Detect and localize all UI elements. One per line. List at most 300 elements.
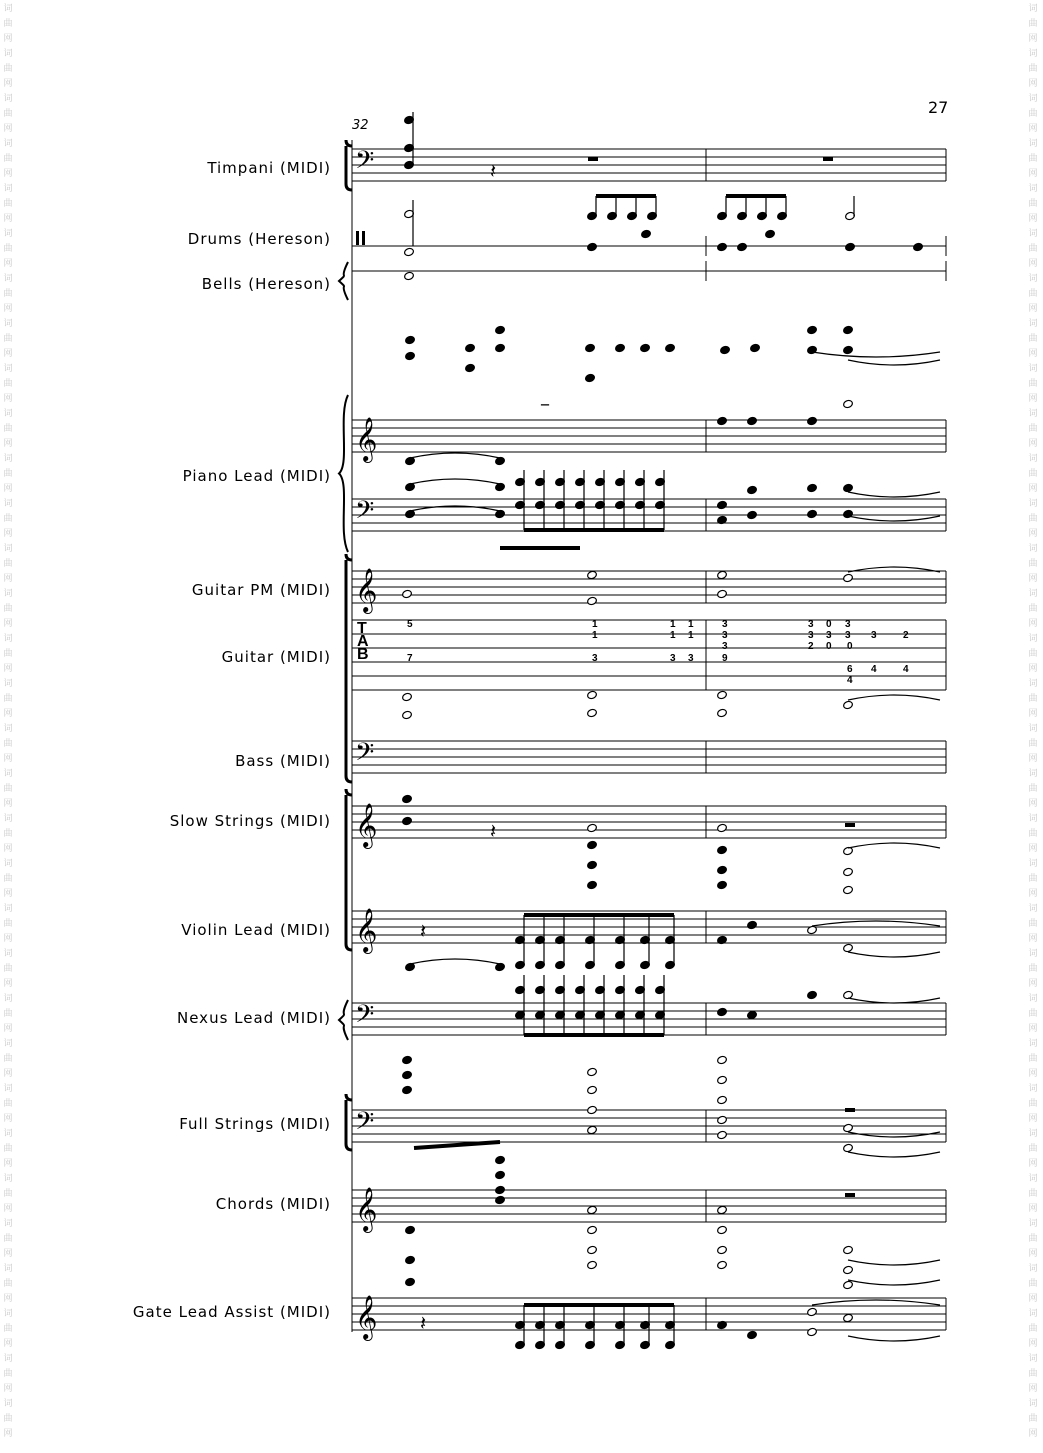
notehead [717, 589, 728, 598]
watermark-glyph: 网 [1028, 1339, 1038, 1349]
treble-clef-icon: 𝄞 [355, 568, 378, 612]
watermark-glyph: 词 [1028, 769, 1038, 779]
watermark-glyph: 网 [3, 529, 13, 539]
watermark-glyph: 网 [1028, 169, 1038, 179]
watermark-glyph: 词 [1028, 274, 1038, 284]
watermark-glyph: 网 [3, 214, 13, 224]
watermark-glyph: 曲 [1028, 289, 1038, 299]
notehead [843, 345, 854, 354]
watermark-glyph: 曲 [1028, 244, 1038, 254]
fret-number: 4 [903, 664, 909, 675]
percussion-clef-icon [356, 231, 359, 245]
piano-brace [339, 395, 348, 552]
fret-number: 1 [688, 619, 694, 630]
notehead [737, 242, 748, 251]
timpani-bracket [346, 140, 352, 190]
bass-clef-icon: 𝄢 [355, 496, 375, 531]
notehead [843, 943, 854, 952]
notehead [717, 690, 728, 699]
watermark-glyph: 词 [3, 724, 13, 734]
watermark-glyph: 词 [1028, 544, 1038, 554]
watermark-glyph: 词 [1028, 319, 1038, 329]
watermark-glyph: 网 [1028, 979, 1038, 989]
watermark-glyph: 网 [1028, 619, 1038, 629]
watermark-glyph: 词 [3, 814, 13, 824]
fret-number: 4 [871, 664, 877, 675]
staff [352, 806, 946, 838]
watermark-glyph: 曲 [1028, 694, 1038, 704]
watermark-glyph: 曲 [3, 1009, 13, 1019]
notehead [641, 229, 652, 238]
watermark-glyph: 词 [3, 1399, 13, 1409]
watermark-glyph: 曲 [1028, 1369, 1038, 1379]
watermark-glyph: 词 [3, 949, 13, 959]
watermark-glyph: 曲 [3, 874, 13, 884]
label-full-strings: Full Strings (MIDI) [179, 1115, 331, 1133]
fret-number: 1 [670, 630, 676, 641]
tie [848, 998, 940, 1003]
fret-number: 0 [847, 641, 853, 652]
watermark-glyph: 网 [3, 799, 13, 809]
staff [352, 1190, 946, 1222]
notehead [495, 1170, 506, 1179]
watermark-glyph: 网 [3, 1384, 13, 1394]
watermark-glyph: 曲 [1028, 469, 1038, 479]
notehead [495, 1195, 506, 1204]
watermark-glyph: 词 [3, 1354, 13, 1364]
watermark-glyph: 网 [1028, 574, 1038, 584]
watermark-glyph: 曲 [3, 694, 13, 704]
notehead [402, 692, 413, 701]
watermark-glyph: 曲 [3, 559, 13, 569]
watermark-glyph: 曲 [3, 1189, 13, 1199]
notehead [587, 860, 598, 869]
watermark-glyph: 网 [3, 979, 13, 989]
watermark-glyph: 曲 [3, 1144, 13, 1154]
watermark-glyph: 曲 [3, 604, 13, 614]
watermark-glyph: 曲 [1028, 1189, 1038, 1199]
watermark-glyph: 词 [1028, 724, 1038, 734]
rest-icon: – [540, 391, 550, 415]
staff [352, 571, 946, 603]
watermark-glyph: 网 [1028, 1384, 1038, 1394]
measure-number: 32 [352, 118, 369, 133]
watermark-glyph: 网 [1028, 844, 1038, 854]
watermark-glyph: 网 [3, 1114, 13, 1124]
bass-clef-icon: 𝄢 [355, 738, 375, 773]
tie [848, 1280, 940, 1285]
fret-number: 3 [808, 619, 814, 630]
treble-clef-icon: 𝄞 [355, 1187, 378, 1231]
watermark-glyph: 曲 [3, 469, 13, 479]
watermark-glyph: 词 [1028, 49, 1038, 59]
staff [352, 1110, 946, 1142]
watermark-glyph: 曲 [1028, 514, 1038, 524]
watermark-glyph: 网 [3, 1339, 13, 1349]
notehead [495, 1185, 506, 1194]
bass-clef-icon: 𝄢 [355, 146, 375, 181]
notehead [845, 242, 856, 251]
watermark-glyph: 词 [1028, 949, 1038, 959]
notehead [843, 1280, 854, 1289]
fret-number: 3 [722, 619, 728, 630]
watermark-glyph: 网 [1028, 1249, 1038, 1259]
notehead [405, 335, 416, 344]
watermark-glyph: 词 [3, 544, 13, 554]
watermark-glyph: 网 [3, 1069, 13, 1079]
watermark-glyph: 词 [3, 769, 13, 779]
watermark-glyph: 词 [3, 454, 13, 464]
fret-number: 5 [407, 619, 413, 630]
watermark-glyph: 网 [1028, 889, 1038, 899]
watermark-glyph: 词 [3, 904, 13, 914]
watermark-glyph: 网 [3, 439, 13, 449]
notehead [640, 343, 651, 352]
notehead [587, 823, 598, 832]
watermark-glyph: 网 [1028, 394, 1038, 404]
treble-clef-icon: 𝄞 [355, 803, 378, 847]
label-violin-lead: Violin Lead (MIDI) [181, 921, 331, 939]
notehead [747, 416, 758, 425]
notehead [807, 483, 818, 492]
tab-clef-letter: T [357, 620, 367, 637]
watermark-glyph: 网 [1028, 304, 1038, 314]
watermark-glyph: 网 [3, 79, 13, 89]
tie [848, 1260, 940, 1265]
whole-rest-icon [588, 157, 598, 161]
fret-number: 1 [670, 619, 676, 630]
notehead [402, 589, 413, 598]
bells-brace [339, 262, 348, 300]
notehead [465, 343, 476, 352]
watermark-glyph: 曲 [1028, 829, 1038, 839]
watermark-glyph: 词 [3, 139, 13, 149]
watermark-glyph: 网 [1028, 1024, 1038, 1034]
tie [848, 1336, 940, 1341]
rest-icon: 𝄽 [420, 919, 427, 943]
watermark-glyph: 词 [1028, 1039, 1038, 1049]
watermark-glyph: 词 [1028, 499, 1038, 509]
notehead [717, 1055, 728, 1064]
watermark-glyph: 网 [1028, 259, 1038, 269]
watermark-glyph: 词 [3, 184, 13, 194]
watermark-glyph: 词 [1028, 589, 1038, 599]
watermark-glyph: 网 [3, 304, 13, 314]
fret-number: 3 [845, 619, 851, 630]
watermark-glyph: 曲 [1028, 334, 1038, 344]
notehead [843, 325, 854, 334]
watermark-glyph: 词 [3, 1084, 13, 1094]
watermark-glyph: 曲 [3, 964, 13, 974]
watermark-glyph: 网 [1028, 1204, 1038, 1214]
watermark-glyph: 词 [3, 319, 13, 329]
watermark-glyph: 网 [3, 574, 13, 584]
notehead [587, 708, 598, 717]
notehead [587, 1067, 598, 1076]
label-slow-strings: Slow Strings (MIDI) [169, 812, 331, 830]
watermark-glyph: 词 [1028, 229, 1038, 239]
notehead [587, 570, 598, 579]
watermark-glyph: 词 [1028, 364, 1038, 374]
label-drums: Drums (Hereson) [187, 230, 331, 248]
watermark-glyph: 曲 [1028, 874, 1038, 884]
watermark-glyph: 网 [1028, 349, 1038, 359]
rest-icon: 𝄽 [490, 159, 497, 183]
watermark-glyph: 词 [3, 679, 13, 689]
watermark-glyph: 曲 [1028, 964, 1038, 974]
watermark-glyph: 词 [3, 94, 13, 104]
notehead [585, 343, 596, 352]
notehead [587, 1105, 598, 1114]
watermark-glyph: 网 [3, 34, 13, 44]
watermark-glyph: 曲 [1028, 739, 1038, 749]
tie [812, 921, 940, 926]
watermark-glyph: 词 [3, 229, 13, 239]
watermark-glyph: 词 [1028, 634, 1038, 644]
watermark-glyph: 词 [3, 1219, 13, 1229]
watermark-glyph: 词 [1028, 1399, 1038, 1409]
fret-number: 0 [826, 641, 832, 652]
watermark-glyph: 曲 [3, 1234, 13, 1244]
label-bells: Bells (Hereson) [201, 275, 331, 293]
watermark-glyph: 网 [3, 619, 13, 629]
watermark-glyph: 词 [1028, 4, 1038, 14]
watermark-glyph: 曲 [3, 244, 13, 254]
notehead [665, 343, 676, 352]
watermark-glyph: 词 [3, 1039, 13, 1049]
notehead [717, 1007, 728, 1016]
watermark-glyph: 网 [3, 664, 13, 674]
label-guitar: Guitar (MIDI) [221, 648, 331, 666]
notehead [587, 242, 598, 251]
notehead [587, 1260, 598, 1269]
notehead [717, 1245, 728, 1254]
watermark-glyph: 网 [3, 394, 13, 404]
watermark-glyph: 曲 [3, 1324, 13, 1334]
notehead [843, 1265, 854, 1274]
watermark-glyph: 曲 [3, 64, 13, 74]
watermark-glyph: 词 [3, 1174, 13, 1184]
fret-number: 2 [903, 630, 909, 641]
watermark-glyph: 曲 [1028, 1054, 1038, 1064]
page-number: 27 [928, 98, 949, 117]
watermark-glyph: 曲 [3, 1414, 13, 1424]
label-piano-lead: Piano Lead (MIDI) [182, 467, 331, 485]
notehead [807, 990, 818, 999]
notehead [717, 242, 728, 251]
notehead [717, 1095, 728, 1104]
fret-number: 6 [847, 664, 853, 675]
notehead [717, 1260, 728, 1269]
watermark-glyph: 词 [1028, 1174, 1038, 1184]
nexus-brace [339, 1000, 348, 1040]
notehead [587, 840, 598, 849]
watermark-glyph: 网 [3, 1024, 13, 1034]
treble-clef-icon: 𝄞 [355, 908, 378, 952]
staff [352, 741, 946, 773]
watermark-glyph: 词 [1028, 1219, 1038, 1229]
notehead [404, 247, 415, 256]
notehead [717, 1115, 728, 1124]
watermark-glyph: 曲 [3, 739, 13, 749]
strings-bracket [346, 789, 352, 950]
watermark-glyph: 曲 [1028, 1234, 1038, 1244]
watermark-glyph: 网 [1028, 1069, 1038, 1079]
fret-number: 3 [688, 653, 694, 664]
watermark-glyph: 曲 [3, 289, 13, 299]
watermark-glyph: 曲 [1028, 199, 1038, 209]
watermark-glyph: 网 [3, 1204, 13, 1214]
watermark-glyph: 词 [3, 1309, 13, 1319]
notehead [402, 710, 413, 719]
tie [848, 843, 940, 848]
watermark-glyph: 网 [1028, 1429, 1038, 1439]
notehead [405, 1225, 416, 1234]
watermark-glyph: 网 [1028, 754, 1038, 764]
watermark-glyph: 网 [1028, 1114, 1038, 1124]
notehead [587, 1205, 598, 1214]
guitar-bass-bracket [346, 554, 352, 782]
notehead [717, 416, 728, 425]
notehead [404, 271, 415, 280]
watermark-glyph: 词 [1028, 1354, 1038, 1364]
notehead [587, 596, 598, 605]
whole-rest-icon [845, 823, 855, 827]
watermark-glyph: 曲 [1028, 154, 1038, 164]
fret-number: 3 [845, 630, 851, 641]
watermark-glyph: 曲 [1028, 919, 1038, 929]
watermark-glyph: 网 [1028, 1294, 1038, 1304]
watermark-glyph: 网 [3, 169, 13, 179]
notehead [587, 1245, 598, 1254]
watermark-glyph: 曲 [1028, 19, 1038, 29]
staff [352, 499, 946, 531]
treble-clef-icon: 𝄞 [355, 417, 378, 461]
notehead [717, 1205, 728, 1214]
tie [848, 516, 940, 521]
watermark-glyph: 曲 [3, 109, 13, 119]
notehead [585, 373, 596, 382]
watermark-glyph: 曲 [1028, 784, 1038, 794]
label-gate-lead-assist: Gate Lead Assist (MIDI) [132, 1303, 331, 1321]
notehead [913, 242, 924, 251]
label-bass: Bass (MIDI) [235, 752, 331, 770]
watermark-glyph: 网 [1028, 79, 1038, 89]
watermark-glyph: 网 [3, 1249, 13, 1259]
fret-number: 1 [592, 630, 598, 641]
watermark-glyph: 词 [1028, 1309, 1038, 1319]
notehead [843, 399, 854, 408]
tie [410, 479, 500, 484]
watermark-glyph: 曲 [3, 19, 13, 29]
notehead [402, 794, 413, 803]
watermark-glyph: 网 [3, 1429, 13, 1439]
notehead [405, 351, 416, 360]
watermark-glyph: 曲 [3, 829, 13, 839]
watermark-glyph: 词 [3, 4, 13, 14]
tie [410, 959, 500, 964]
watermark-glyph: 词 [3, 1264, 13, 1274]
whole-rest-icon [845, 1193, 855, 1197]
notehead [717, 570, 728, 579]
notehead [807, 325, 818, 334]
watermark-glyph: 曲 [3, 334, 13, 344]
watermark-glyph: 词 [3, 589, 13, 599]
watermark-glyph: 词 [1028, 859, 1038, 869]
label-guitar-pm: Guitar PM (MIDI) [191, 581, 331, 599]
fret-number: 4 [847, 675, 853, 686]
fret-number: 1 [688, 630, 694, 641]
watermark-glyph: 词 [3, 634, 13, 644]
notehead [717, 865, 728, 874]
watermark-glyph: 网 [1028, 664, 1038, 674]
watermark-glyph: 词 [1028, 994, 1038, 1004]
fret-number: 3 [808, 630, 814, 641]
fret-number: 3 [722, 641, 728, 652]
watermark-glyph: 曲 [1028, 1009, 1038, 1019]
tab-clef-letter: A [357, 633, 369, 650]
tab-clef-letter: B [357, 646, 369, 663]
notehead [750, 343, 761, 352]
notehead [747, 1010, 758, 1019]
watermark-glyph: 网 [3, 124, 13, 134]
bass-clef-icon: 𝄢 [355, 1000, 375, 1035]
watermark-glyph: 曲 [3, 199, 13, 209]
notehead [495, 1155, 506, 1164]
watermark-glyph: 曲 [3, 649, 13, 659]
watermark-glyph: 网 [1028, 439, 1038, 449]
notehead [843, 867, 854, 876]
watermark-glyph: 词 [1028, 904, 1038, 914]
watermark-glyph: 网 [3, 484, 13, 494]
fret-number: 9 [722, 653, 728, 664]
notehead [587, 1125, 598, 1134]
watermark-glyph: 网 [1028, 709, 1038, 719]
fret-number: 3 [826, 630, 832, 641]
staff [352, 1003, 946, 1035]
watermark-glyph: 网 [1028, 34, 1038, 44]
watermark-glyph: 网 [1028, 934, 1038, 944]
whole-rest-icon [823, 157, 833, 161]
watermark-glyph: 曲 [1028, 649, 1038, 659]
notehead [765, 229, 776, 238]
fret-number: 1 [592, 619, 598, 630]
notehead [843, 885, 854, 894]
watermark-glyph: 网 [1028, 484, 1038, 494]
watermark-glyph: 词 [3, 274, 13, 284]
fret-number: 3 [670, 653, 676, 664]
notehead [587, 880, 598, 889]
whole-rest-icon [845, 1108, 855, 1112]
watermark-glyph: 网 [3, 934, 13, 944]
notehead [843, 1143, 854, 1152]
fret-number: 3 [871, 630, 877, 641]
notehead [587, 1085, 598, 1094]
watermark-glyph: 曲 [3, 514, 13, 524]
notehead [402, 1055, 413, 1064]
rest-icon: 𝄽 [420, 1311, 427, 1335]
watermark-glyph: 曲 [1028, 1144, 1038, 1154]
watermark-glyph: 词 [1028, 409, 1038, 419]
fret-number: 7 [407, 653, 413, 664]
treble-clef-icon: 𝄞 [355, 1295, 378, 1339]
label-timpani: Timpani (MIDI) [207, 159, 331, 177]
label-chords: Chords (MIDI) [215, 1195, 331, 1213]
notehead [747, 1330, 758, 1339]
full-strings-bracket [346, 1094, 352, 1150]
watermark-glyph: 曲 [1028, 1099, 1038, 1109]
tie [848, 492, 940, 497]
